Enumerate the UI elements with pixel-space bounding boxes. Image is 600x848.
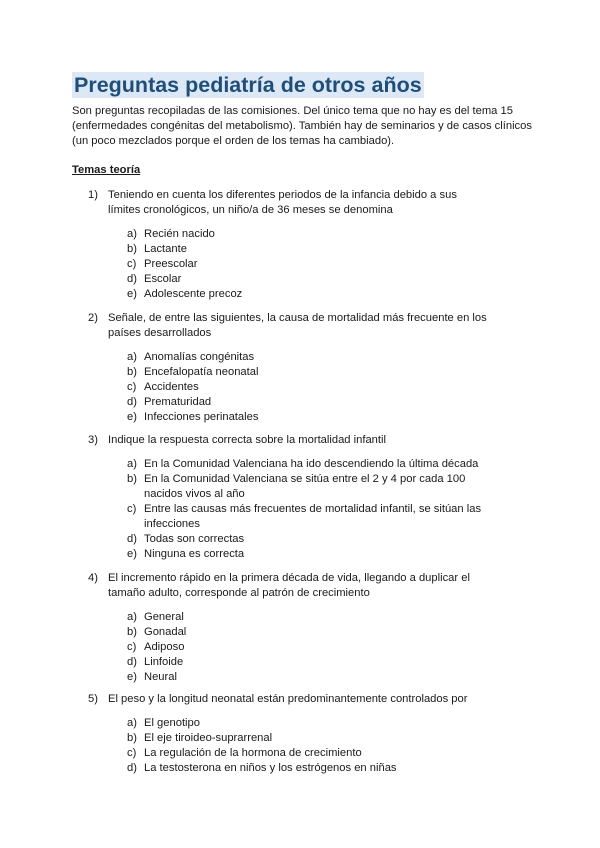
- option-item: [72, 457, 492, 472]
- option-list: [72, 716, 492, 776]
- option-letter: e): [127, 671, 137, 683]
- question-number: 2): [88, 312, 98, 324]
- option-text: Prematuridad: [144, 396, 212, 408]
- option-letter: d): [127, 533, 137, 545]
- option-letter: b): [127, 473, 137, 485]
- option-text: Preescolar: [144, 258, 198, 270]
- option-item: [72, 272, 492, 287]
- option-letter: b): [127, 732, 137, 744]
- question-stem: [72, 692, 492, 707]
- option-letter: a): [127, 228, 137, 240]
- option-letter: c): [127, 641, 137, 653]
- question-number: 5): [88, 693, 98, 705]
- question-stem: [72, 188, 492, 218]
- option-text: En la Comunidad Valenciana se sitúa entre el 2 y 4 por cada 100 nacidos vivos al año: [144, 473, 466, 500]
- option-item: [72, 395, 492, 410]
- question-text: Señale, de entre las siguientes, la causa de mortalidad más frecuente en los países desarrollados: [108, 312, 487, 339]
- option-text: Adolescente precoz: [144, 288, 243, 300]
- option-letter: e): [127, 548, 137, 560]
- question-3: [72, 433, 492, 562]
- option-letter: e): [127, 411, 137, 423]
- option-item: [72, 410, 492, 425]
- option-letter: e): [127, 288, 137, 300]
- question-5: [72, 692, 492, 776]
- option-letter: a): [127, 717, 137, 729]
- option-item: [72, 287, 492, 302]
- option-letter: b): [127, 243, 137, 255]
- option-item: [72, 380, 492, 395]
- option-item: [72, 610, 492, 625]
- option-item: [72, 547, 492, 562]
- section-heading: Temas teoría: [72, 164, 141, 176]
- question-stem: [72, 571, 492, 601]
- question-number: 1): [88, 189, 98, 201]
- option-letter: b): [127, 366, 137, 378]
- option-text: Lactante: [144, 243, 187, 255]
- question-stem: [72, 433, 492, 448]
- option-text: Infecciones perinatales: [144, 411, 259, 423]
- option-letter: a): [127, 611, 137, 623]
- question-text: El peso y la longitud neonatal están predominantemente controlados por: [108, 693, 468, 705]
- option-text: Encefalopatía neonatal: [144, 366, 259, 378]
- option-item: [72, 625, 492, 640]
- option-letter: c): [127, 258, 137, 270]
- question-1: [72, 188, 492, 302]
- option-letter: a): [127, 351, 137, 363]
- option-item: [72, 640, 492, 655]
- option-text: La regulación de la hormona de crecimiento: [144, 747, 362, 759]
- question-text: Teniendo en cuenta los diferentes periodos de la infancia debido a sus límites cronológicos, un niño/a de 36 meses se denomina: [108, 189, 457, 216]
- option-letter: c): [127, 747, 137, 759]
- option-item: [72, 655, 492, 670]
- option-letter: c): [127, 503, 137, 515]
- question-stem: [72, 311, 492, 341]
- option-letter: a): [127, 458, 137, 470]
- option-text: Todas son correctas: [144, 533, 245, 545]
- option-letter: d): [127, 396, 137, 408]
- option-text: Anomalías congénitas: [144, 351, 255, 363]
- option-list: [72, 227, 492, 302]
- option-text: Gonadal: [144, 626, 187, 638]
- option-list: [72, 610, 492, 685]
- question-number: 3): [88, 434, 98, 446]
- option-item: [72, 242, 492, 257]
- option-text: En la Comunidad Valenciana ha ido descendiendo la última década: [144, 458, 479, 470]
- option-letter: d): [127, 273, 137, 285]
- option-item: [72, 472, 492, 502]
- option-list: [72, 457, 492, 562]
- option-letter: b): [127, 626, 137, 638]
- option-item: [72, 350, 492, 365]
- option-list: [72, 350, 492, 425]
- option-item: [72, 746, 492, 761]
- option-letter: d): [127, 656, 137, 668]
- option-text: Neural: [144, 671, 177, 683]
- option-item: [72, 731, 492, 746]
- option-text: General: [144, 611, 184, 623]
- option-text: Recién nacido: [144, 228, 215, 240]
- option-text: Linfoide: [144, 656, 184, 668]
- option-text: Entre las causas más frecuentes de mortalidad infantil, se sitúan las infecciones: [144, 503, 482, 530]
- page-title: Preguntas pediatría de otros años: [74, 73, 422, 97]
- option-text: Accidentes: [144, 381, 199, 393]
- option-item: [72, 502, 492, 532]
- option-text: Ninguna es correcta: [144, 548, 245, 560]
- question-2: [72, 311, 492, 425]
- option-item: [72, 365, 492, 380]
- question-number: 4): [88, 572, 98, 584]
- option-text: Escolar: [144, 273, 182, 285]
- question-text: El incremento rápido en la primera década de vida, llegando a duplicar el tamaño adulto, corresponde al patrón de crecimiento: [108, 572, 470, 599]
- option-item: [72, 716, 492, 731]
- option-item: [72, 532, 492, 547]
- intro-paragraph: Son preguntas recopiladas de las comisiones. Del único tema que no hay es del tema 15 (enfermedades congénitas del metabolismo). También hay de seminarios y de casos clínicos (un poco mezclados porque el orden de los temas ha cambiado).: [72, 105, 532, 147]
- question-4: [72, 571, 492, 685]
- option-item: [72, 257, 492, 272]
- option-letter: c): [127, 381, 137, 393]
- option-text: La testosterona en niños y los estrógenos en niñas: [144, 762, 397, 774]
- option-text: El genotipo: [144, 717, 200, 729]
- option-item: [72, 761, 492, 776]
- question-text: Indique la respuesta correcta sobre la mortalidad infantil: [108, 434, 386, 446]
- option-item: [72, 670, 492, 685]
- option-item: [72, 227, 492, 242]
- option-letter: d): [127, 762, 137, 774]
- option-text: El eje tiroideo-suprarrenal: [144, 732, 273, 744]
- option-text: Adiposo: [144, 641, 185, 653]
